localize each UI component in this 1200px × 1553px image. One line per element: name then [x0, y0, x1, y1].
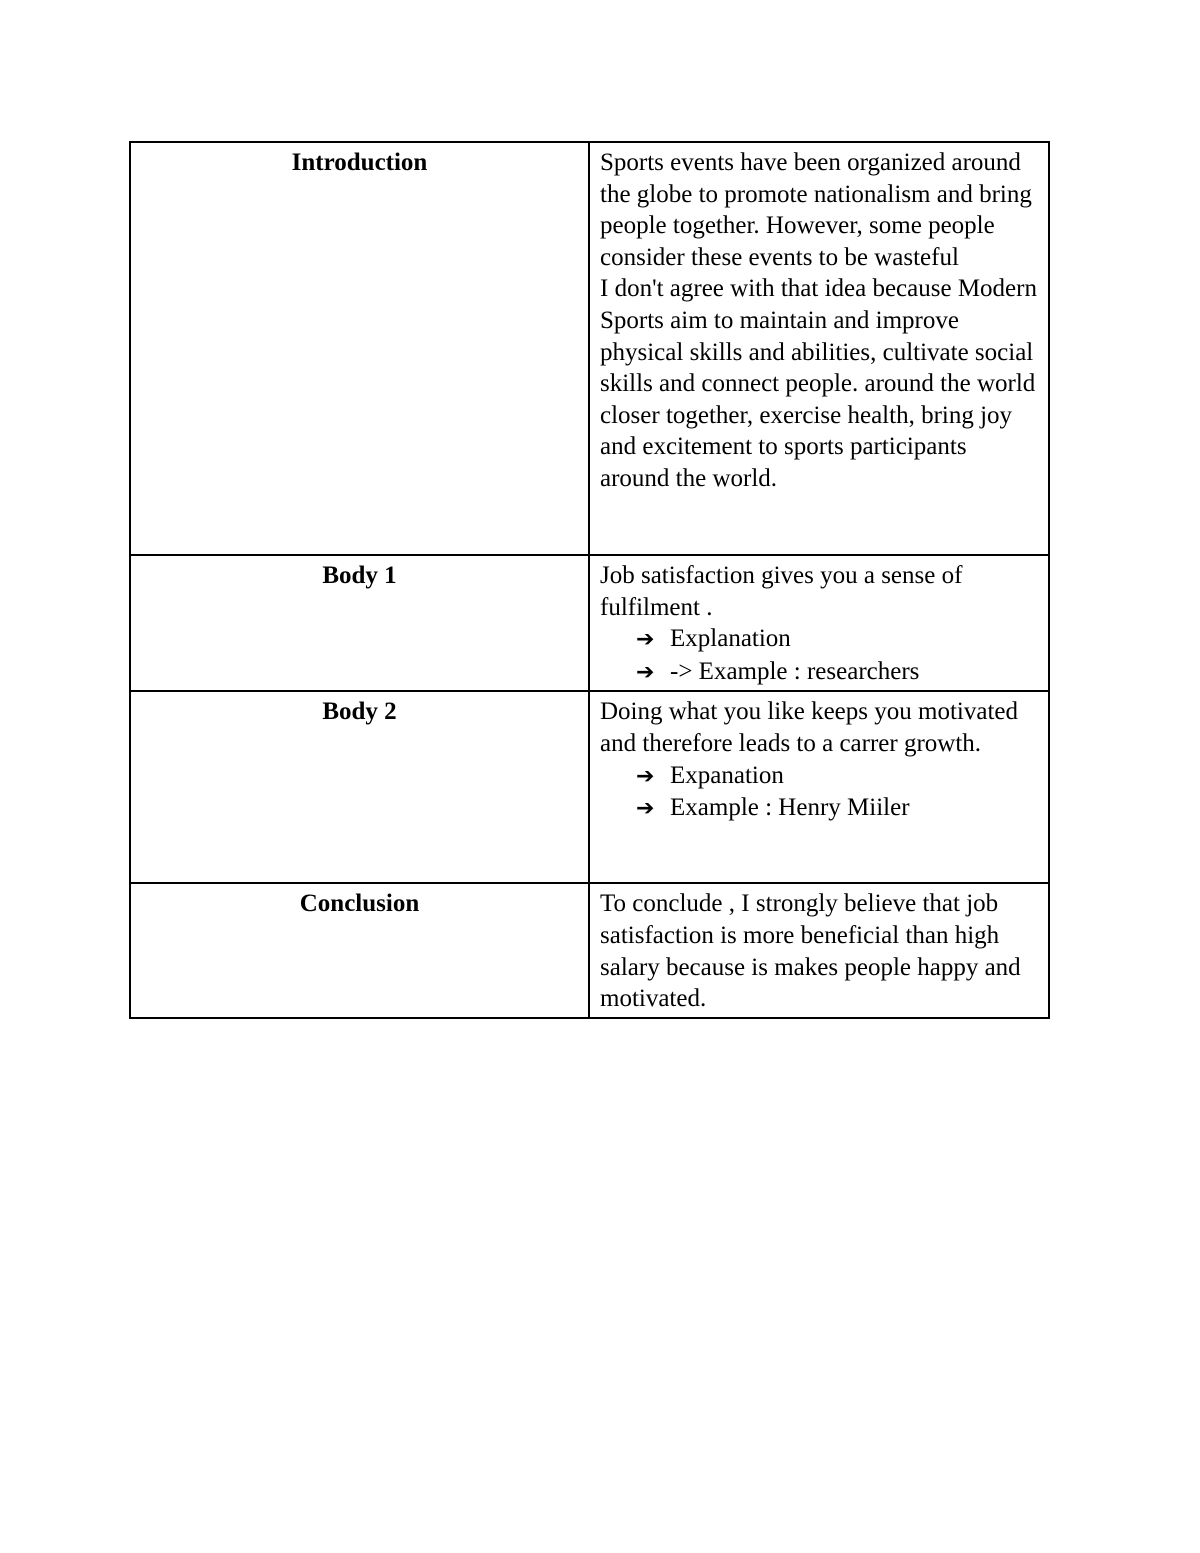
bullet-list [600, 623, 1038, 688]
bullet-item [636, 792, 1038, 825]
section-label: Body 2 [130, 691, 589, 883]
bullet-item [636, 656, 1038, 689]
outline-row-introduction [130, 142, 1049, 555]
bullet-text: -> Example : researchers [670, 657, 920, 685]
section-label: Introduction [130, 142, 589, 555]
content-paragraph: Doing what you like keeps you motivated and therefore leads to a carrer growth. [600, 698, 1018, 757]
bullet-text: Explanation [670, 625, 791, 653]
section-content [589, 883, 1049, 1017]
outline-table [129, 141, 1050, 1019]
section-content [589, 691, 1049, 883]
content-paragraph: To conclude , I strongly believe that job satisfaction is more beneficial than high salary because is makes people happy and motivated. [600, 890, 1021, 1013]
section-content [589, 555, 1049, 691]
bullet-item [636, 623, 1038, 656]
arrow-right-icon: ➔ [636, 796, 655, 822]
content-paragraph: Sports events have been organized around the globe to promote nationalism and bring people together. However, some people consider these events to be wasteful [600, 149, 1032, 271]
section-label: Body 1 [130, 555, 589, 691]
section-content [589, 142, 1049, 555]
bullet-list [600, 760, 1038, 825]
outline-row-body-1 [130, 555, 1049, 691]
outline-row-conclusion [130, 883, 1049, 1017]
section-label: Conclusion [130, 883, 589, 1017]
bullet-item [636, 760, 1038, 793]
arrow-right-icon: ➔ [636, 627, 655, 653]
bullet-text: Expanation [670, 761, 784, 789]
arrow-right-icon: ➔ [636, 763, 655, 789]
bullet-text: Example : Henry Miiler [670, 794, 910, 822]
content-paragraph: I don't agree with that idea because Modern Sports aim to maintain and improve physical skills and abilities, cultivate social skills and connect people. around the world closer together, exercise health, bring joy and excitement to sports participants around the world. [600, 275, 1037, 492]
content-paragraph: Job satisfaction gives you a sense of fulfilment . [600, 562, 963, 621]
outline-row-body-2 [130, 691, 1049, 883]
arrow-right-icon: ➔ [636, 659, 655, 685]
